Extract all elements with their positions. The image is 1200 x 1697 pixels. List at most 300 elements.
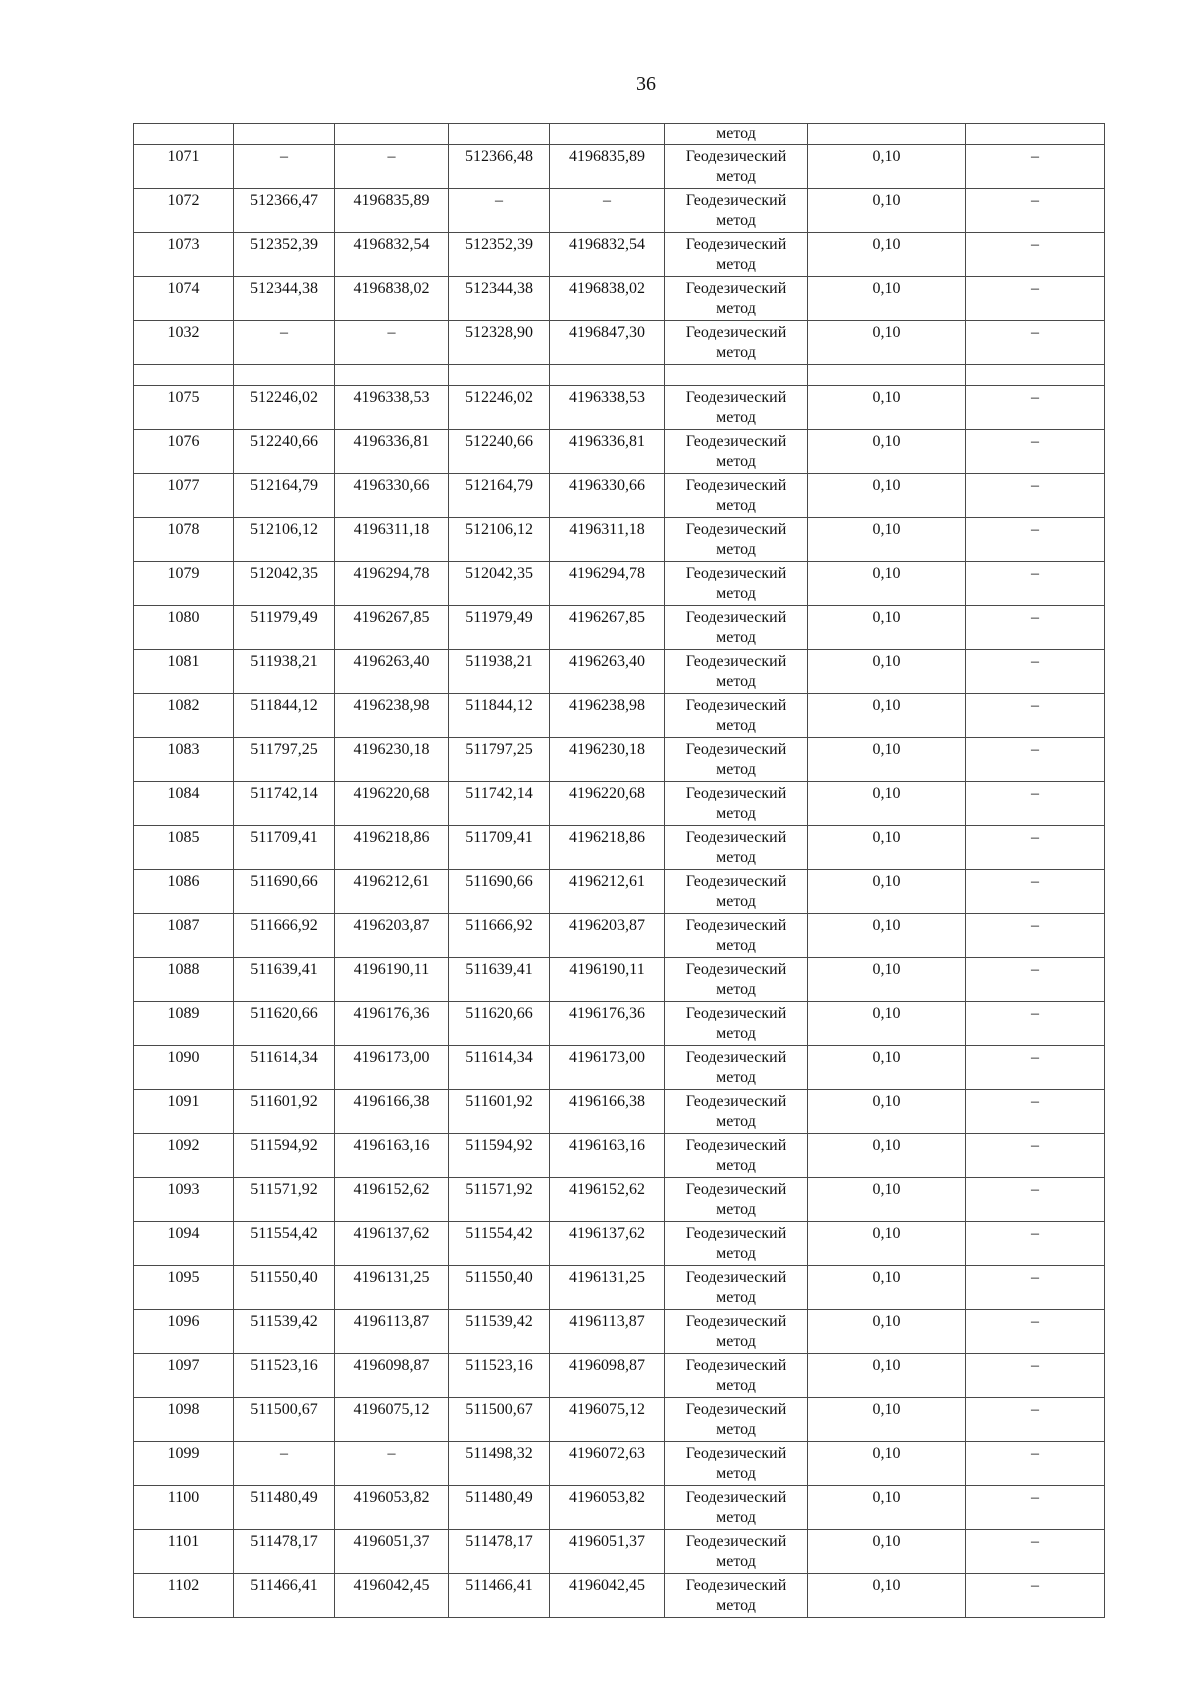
- x-new-cell: 512042,35: [449, 562, 550, 606]
- y-new-cell: 4196311,18: [550, 518, 665, 562]
- table-row: [134, 694, 1105, 738]
- note-cell: –: [966, 1486, 1105, 1530]
- method-cell: [665, 145, 808, 189]
- method-cell: [665, 277, 808, 321]
- point-number-cell: 1100: [134, 1486, 234, 1530]
- method-text: метод: [716, 453, 756, 470]
- accuracy-cell: 0,10: [808, 1046, 966, 1090]
- point-number-cell: 1101: [134, 1530, 234, 1574]
- table-row: [134, 1222, 1105, 1266]
- accuracy-cell: 0,10: [808, 1486, 966, 1530]
- table-row: [134, 1134, 1105, 1178]
- y-new-cell: 4196336,81: [550, 430, 665, 474]
- x-new-cell: 511550,40: [449, 1266, 550, 1310]
- method-cell: [665, 233, 808, 277]
- method-text: метод: [716, 585, 756, 602]
- y-existing-cell: 4196098,87: [335, 1354, 449, 1398]
- note-cell: –: [966, 826, 1105, 870]
- accuracy-cell: 0,10: [808, 1002, 966, 1046]
- accuracy-cell: 0,10: [808, 145, 966, 189]
- table-row: [134, 1002, 1105, 1046]
- table-body: [134, 124, 1105, 1618]
- accuracy-cell: 0,10: [808, 1222, 966, 1266]
- accuracy-cell: 0,10: [808, 562, 966, 606]
- note-cell: –: [966, 277, 1105, 321]
- y-new-cell: 4196152,62: [550, 1178, 665, 1222]
- point-number-cell: 1073: [134, 233, 234, 277]
- note-cell: –: [966, 1310, 1105, 1354]
- method-text: метод: [716, 761, 756, 778]
- y-existing-cell: 4196113,87: [335, 1310, 449, 1354]
- point-number-cell: 1084: [134, 782, 234, 826]
- accuracy-cell: 0,10: [808, 1134, 966, 1178]
- y-new-cell: 4196053,82: [550, 1486, 665, 1530]
- x-new-cell: 511539,42: [449, 1310, 550, 1354]
- method-cell: [665, 606, 808, 650]
- empty-cell: [134, 124, 234, 145]
- method-text: Геодезический: [685, 829, 787, 846]
- y-existing-cell: 4196190,11: [335, 958, 449, 1002]
- y-existing-cell: 4196218,86: [335, 826, 449, 870]
- y-existing-cell: 4196051,37: [335, 1530, 449, 1574]
- x-new-cell: 512240,66: [449, 430, 550, 474]
- y-existing-cell: 4196835,89: [335, 189, 449, 233]
- x-new-cell: 511480,49: [449, 1486, 550, 1530]
- y-new-cell: 4196072,63: [550, 1442, 665, 1486]
- accuracy-cell: 0,10: [808, 1354, 966, 1398]
- method-text: Геодезический: [685, 148, 787, 165]
- point-number-cell: 1085: [134, 826, 234, 870]
- y-new-cell: 4196075,12: [550, 1398, 665, 1442]
- method-text: Геодезический: [685, 521, 787, 538]
- method-text: Геодезический: [685, 741, 787, 758]
- x-new-cell: 512164,79: [449, 474, 550, 518]
- note-cell: –: [966, 738, 1105, 782]
- note-cell: –: [966, 1178, 1105, 1222]
- x-existing-cell: 512164,79: [234, 474, 335, 518]
- y-existing-cell: 4196238,98: [335, 694, 449, 738]
- y-new-cell: 4196218,86: [550, 826, 665, 870]
- method-cell: [665, 650, 808, 694]
- y-existing-cell: –: [335, 1442, 449, 1486]
- method-text: Геодезический: [685, 1093, 787, 1110]
- y-new-cell: 4196131,25: [550, 1266, 665, 1310]
- accuracy-cell: 0,10: [808, 650, 966, 694]
- point-number-cell: 1098: [134, 1398, 234, 1442]
- method-text: метод: [716, 1553, 756, 1570]
- method-cell: [665, 1530, 808, 1574]
- table-row: [134, 870, 1105, 914]
- empty-cell: [234, 365, 335, 386]
- note-cell: –: [966, 606, 1105, 650]
- empty-cell: [808, 124, 966, 145]
- point-number-cell: 1079: [134, 562, 234, 606]
- accuracy-cell: 0,10: [808, 782, 966, 826]
- x-existing-cell: 511554,42: [234, 1222, 335, 1266]
- x-existing-cell: 511523,16: [234, 1354, 335, 1398]
- x-existing-cell: 511938,21: [234, 650, 335, 694]
- empty-cell: [335, 124, 449, 145]
- x-existing-cell: 511709,41: [234, 826, 335, 870]
- y-existing-cell: 4196336,81: [335, 430, 449, 474]
- table-row: [134, 1574, 1105, 1618]
- x-existing-cell: 511550,40: [234, 1266, 335, 1310]
- method-cell: [665, 1574, 808, 1618]
- method-text: метод: [716, 1465, 756, 1482]
- y-existing-cell: 4196832,54: [335, 233, 449, 277]
- table-row: [134, 233, 1105, 277]
- accuracy-cell: 0,10: [808, 474, 966, 518]
- x-new-cell: 512106,12: [449, 518, 550, 562]
- note-cell: –: [966, 518, 1105, 562]
- method-cell: [665, 1178, 808, 1222]
- empty-cell: [234, 124, 335, 145]
- method-text: Геодезический: [685, 1313, 787, 1330]
- accuracy-cell: 0,10: [808, 321, 966, 365]
- y-new-cell: 4196230,18: [550, 738, 665, 782]
- table-row: [134, 277, 1105, 321]
- method-text: метод: [716, 497, 756, 514]
- y-existing-cell: 4196131,25: [335, 1266, 449, 1310]
- accuracy-cell: 0,10: [808, 1530, 966, 1574]
- method-text: метод: [716, 893, 756, 910]
- method-text: Геодезический: [685, 697, 787, 714]
- method-text: Геодезический: [685, 280, 787, 297]
- y-existing-cell: 4196042,45: [335, 1574, 449, 1618]
- table-row: [134, 386, 1105, 430]
- empty-cell: [449, 365, 550, 386]
- method-cell: [665, 321, 808, 365]
- x-new-cell: 511620,66: [449, 1002, 550, 1046]
- note-cell: –: [966, 145, 1105, 189]
- note-cell: –: [966, 233, 1105, 277]
- note-cell: –: [966, 1574, 1105, 1618]
- table-row: [134, 1178, 1105, 1222]
- point-number-cell: 1074: [134, 277, 234, 321]
- accuracy-cell: 0,10: [808, 826, 966, 870]
- note-cell: –: [966, 1090, 1105, 1134]
- x-existing-cell: 512106,12: [234, 518, 335, 562]
- method-text: метод: [716, 805, 756, 822]
- accuracy-cell: 0,10: [808, 1090, 966, 1134]
- table-row: [134, 189, 1105, 233]
- method-text: метод: [716, 256, 756, 273]
- note-cell: –: [966, 1222, 1105, 1266]
- x-new-cell: –: [449, 189, 550, 233]
- method-text: метод: [716, 673, 756, 690]
- x-new-cell: 512328,90: [449, 321, 550, 365]
- y-existing-cell: 4196152,62: [335, 1178, 449, 1222]
- method-text: Геодезический: [685, 653, 787, 670]
- point-number-cell: 1082: [134, 694, 234, 738]
- x-new-cell: 511571,92: [449, 1178, 550, 1222]
- x-new-cell: 511979,49: [449, 606, 550, 650]
- x-existing-cell: 511844,12: [234, 694, 335, 738]
- x-existing-cell: 512366,47: [234, 189, 335, 233]
- method-text: метод: [716, 1069, 756, 1086]
- point-number-cell: 1087: [134, 914, 234, 958]
- point-number-cell: 1086: [134, 870, 234, 914]
- x-existing-cell: 512042,35: [234, 562, 335, 606]
- y-existing-cell: 4196838,02: [335, 277, 449, 321]
- note-cell: –: [966, 694, 1105, 738]
- method-cell: [665, 1222, 808, 1266]
- table-row: [134, 1090, 1105, 1134]
- note-cell: –: [966, 386, 1105, 430]
- method-text: Геодезический: [685, 1005, 787, 1022]
- method-cell: [665, 1266, 808, 1310]
- y-new-cell: 4196042,45: [550, 1574, 665, 1618]
- x-existing-cell: 511690,66: [234, 870, 335, 914]
- method-text: метод: [716, 409, 756, 426]
- method-cell: [665, 914, 808, 958]
- y-new-cell: 4196832,54: [550, 233, 665, 277]
- method-text: метод: [716, 1597, 756, 1614]
- method-cell: [665, 694, 808, 738]
- empty-cell: [449, 124, 550, 145]
- y-existing-cell: 4196212,61: [335, 870, 449, 914]
- point-number-cell: 1096: [134, 1310, 234, 1354]
- y-existing-cell: –: [335, 321, 449, 365]
- accuracy-cell: 0,10: [808, 518, 966, 562]
- table-row: [134, 474, 1105, 518]
- point-number-cell: 1083: [134, 738, 234, 782]
- x-existing-cell: –: [234, 145, 335, 189]
- method-text: метод: [716, 937, 756, 954]
- x-existing-cell: 512240,66: [234, 430, 335, 474]
- y-new-cell: 4196176,36: [550, 1002, 665, 1046]
- table-row: [134, 650, 1105, 694]
- note-cell: –: [966, 1002, 1105, 1046]
- method-text: Геодезический: [685, 1181, 787, 1198]
- y-existing-cell: 4196075,12: [335, 1398, 449, 1442]
- x-existing-cell: 511480,49: [234, 1486, 335, 1530]
- accuracy-cell: 0,10: [808, 386, 966, 430]
- x-existing-cell: 511614,34: [234, 1046, 335, 1090]
- point-number-cell: 1076: [134, 430, 234, 474]
- y-existing-cell: 4196338,53: [335, 386, 449, 430]
- note-cell: –: [966, 1398, 1105, 1442]
- x-existing-cell: 511742,14: [234, 782, 335, 826]
- method-text: Геодезический: [685, 1049, 787, 1066]
- method-text: метод: [716, 168, 756, 185]
- method-text: метод: [716, 1245, 756, 1262]
- empty-cell: [808, 365, 966, 386]
- method-text: метод: [716, 1201, 756, 1218]
- table-row: [134, 321, 1105, 365]
- point-number-cell: 1089: [134, 1002, 234, 1046]
- x-existing-cell: 511620,66: [234, 1002, 335, 1046]
- method-text: метод: [716, 1113, 756, 1130]
- empty-cell: [550, 365, 665, 386]
- method-text: метод: [716, 300, 756, 317]
- accuracy-cell: 0,10: [808, 277, 966, 321]
- point-number-cell: 1097: [134, 1354, 234, 1398]
- y-existing-cell: 4196311,18: [335, 518, 449, 562]
- table-row: [134, 1398, 1105, 1442]
- accuracy-cell: 0,10: [808, 1266, 966, 1310]
- page-number: 36: [636, 73, 656, 95]
- empty-cell: [966, 365, 1105, 386]
- table-row: [134, 738, 1105, 782]
- table-row: [134, 1310, 1105, 1354]
- x-existing-cell: –: [234, 321, 335, 365]
- x-existing-cell: 511466,41: [234, 1574, 335, 1618]
- note-cell: –: [966, 1046, 1105, 1090]
- method-text: Геодезический: [685, 1445, 787, 1462]
- table-row: [134, 606, 1105, 650]
- coordinates-table: [133, 123, 1105, 1618]
- method-cell: [665, 518, 808, 562]
- method-text: метод: [716, 212, 756, 229]
- table-row: [134, 1442, 1105, 1486]
- y-new-cell: 4196163,16: [550, 1134, 665, 1178]
- y-existing-cell: 4196230,18: [335, 738, 449, 782]
- note-cell: –: [966, 650, 1105, 694]
- y-new-cell: 4196838,02: [550, 277, 665, 321]
- method-text: Геодезический: [685, 565, 787, 582]
- y-new-cell: 4196220,68: [550, 782, 665, 826]
- accuracy-cell: 0,10: [808, 1310, 966, 1354]
- method-cell: [665, 430, 808, 474]
- x-new-cell: 511554,42: [449, 1222, 550, 1266]
- y-existing-cell: 4196263,40: [335, 650, 449, 694]
- empty-cell: [335, 365, 449, 386]
- point-number-cell: 1080: [134, 606, 234, 650]
- y-existing-cell: 4196163,16: [335, 1134, 449, 1178]
- method-cell: [665, 189, 808, 233]
- x-new-cell: 511594,92: [449, 1134, 550, 1178]
- table-row: [134, 1354, 1105, 1398]
- note-cell: –: [966, 1530, 1105, 1574]
- x-new-cell: 511614,34: [449, 1046, 550, 1090]
- method-text: метод: [716, 1333, 756, 1350]
- x-new-cell: 511742,14: [449, 782, 550, 826]
- table-row: [134, 430, 1105, 474]
- note-cell: –: [966, 562, 1105, 606]
- method-cell: [665, 562, 808, 606]
- y-existing-cell: 4196166,38: [335, 1090, 449, 1134]
- y-existing-cell: 4196267,85: [335, 606, 449, 650]
- method-text: Геодезический: [685, 1269, 787, 1286]
- x-new-cell: 511666,92: [449, 914, 550, 958]
- point-number-cell: 1090: [134, 1046, 234, 1090]
- x-new-cell: 511523,16: [449, 1354, 550, 1398]
- empty-cell: [550, 124, 665, 145]
- y-existing-cell: 4196220,68: [335, 782, 449, 826]
- x-existing-cell: 512352,39: [234, 233, 335, 277]
- method-cell: [665, 1354, 808, 1398]
- method-cell: [665, 1090, 808, 1134]
- note-cell: –: [966, 430, 1105, 474]
- x-existing-cell: 511797,25: [234, 738, 335, 782]
- table-row: [134, 1530, 1105, 1574]
- method-text: Геодезический: [685, 236, 787, 253]
- table-row: [134, 914, 1105, 958]
- table-row: [134, 782, 1105, 826]
- x-new-cell: 511601,92: [449, 1090, 550, 1134]
- x-existing-cell: 512344,38: [234, 277, 335, 321]
- y-new-cell: 4196330,66: [550, 474, 665, 518]
- accuracy-cell: 0,10: [808, 914, 966, 958]
- method-text: метод: [716, 629, 756, 646]
- y-new-cell: 4196238,98: [550, 694, 665, 738]
- point-number-cell: 1088: [134, 958, 234, 1002]
- x-existing-cell: 511666,92: [234, 914, 335, 958]
- method-text: Геодезический: [685, 389, 787, 406]
- method-cell: [665, 870, 808, 914]
- x-new-cell: 512352,39: [449, 233, 550, 277]
- method-cell: [665, 1442, 808, 1486]
- method-text: Геодезический: [685, 1577, 787, 1594]
- method-text: Геодезический: [685, 433, 787, 450]
- method-text: метод: [716, 849, 756, 866]
- method-text: метод: [716, 1377, 756, 1394]
- method-text: метод: [716, 1421, 756, 1438]
- x-new-cell: 511498,32: [449, 1442, 550, 1486]
- x-existing-cell: 511478,17: [234, 1530, 335, 1574]
- method-text: метод: [716, 344, 756, 361]
- point-number-cell: 1093: [134, 1178, 234, 1222]
- method-text: Геодезический: [685, 961, 787, 978]
- method-text: метод: [716, 1509, 756, 1526]
- accuracy-cell: 0,10: [808, 1574, 966, 1618]
- method-text: Геодезический: [685, 1357, 787, 1374]
- method-cell: [665, 826, 808, 870]
- y-new-cell: 4196173,00: [550, 1046, 665, 1090]
- method-text: Геодезический: [685, 1225, 787, 1242]
- x-new-cell: 511478,17: [449, 1530, 550, 1574]
- y-existing-cell: 4196053,82: [335, 1486, 449, 1530]
- method-text: метод: [716, 1025, 756, 1042]
- table-row: [134, 1266, 1105, 1310]
- y-existing-cell: 4196137,62: [335, 1222, 449, 1266]
- x-new-cell: 511797,25: [449, 738, 550, 782]
- x-new-cell: 511690,66: [449, 870, 550, 914]
- note-cell: –: [966, 782, 1105, 826]
- empty-cell: [665, 365, 808, 386]
- note-cell: –: [966, 914, 1105, 958]
- point-number-cell: 1072: [134, 189, 234, 233]
- table-row: [134, 562, 1105, 606]
- x-existing-cell: 511594,92: [234, 1134, 335, 1178]
- y-new-cell: –: [550, 189, 665, 233]
- x-new-cell: 511639,41: [449, 958, 550, 1002]
- y-new-cell: 4196190,11: [550, 958, 665, 1002]
- method-text: метод: [716, 541, 756, 558]
- blank-separator-row: [134, 365, 1105, 386]
- point-number-cell: 1078: [134, 518, 234, 562]
- table-row: [134, 1046, 1105, 1090]
- x-new-cell: 511938,21: [449, 650, 550, 694]
- y-existing-cell: 4196203,87: [335, 914, 449, 958]
- note-cell: –: [966, 321, 1105, 365]
- x-new-cell: 512366,48: [449, 145, 550, 189]
- x-new-cell: 511500,67: [449, 1398, 550, 1442]
- method-text: Геодезический: [685, 785, 787, 802]
- x-new-cell: 511466,41: [449, 1574, 550, 1618]
- point-number-cell: 1032: [134, 321, 234, 365]
- x-existing-cell: 511500,67: [234, 1398, 335, 1442]
- y-new-cell: 4196166,38: [550, 1090, 665, 1134]
- method-text: метод: [716, 1289, 756, 1306]
- method-text: Геодезический: [685, 1533, 787, 1550]
- x-existing-cell: 511539,42: [234, 1310, 335, 1354]
- method-text: Геодезический: [685, 477, 787, 494]
- accuracy-cell: 0,10: [808, 430, 966, 474]
- method-cell: [665, 1046, 808, 1090]
- method-cell: метод: [665, 124, 808, 145]
